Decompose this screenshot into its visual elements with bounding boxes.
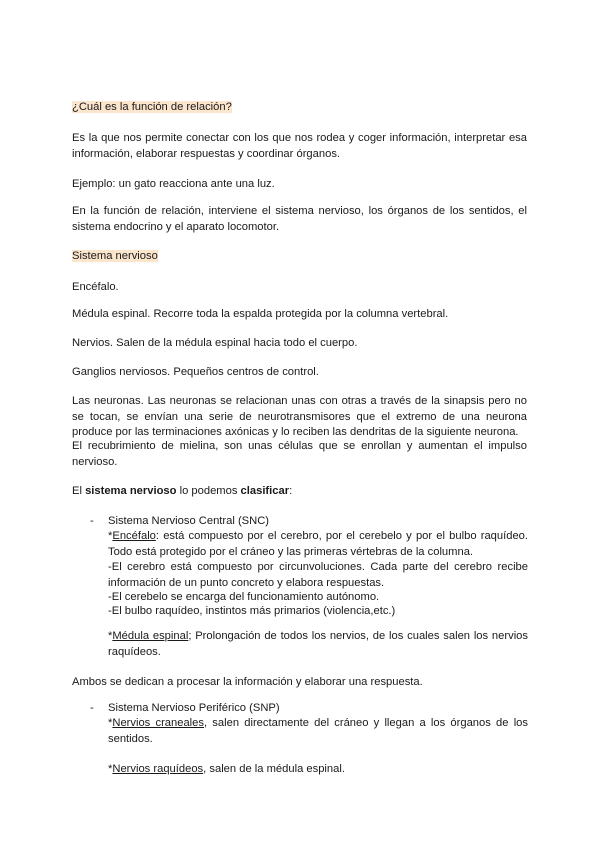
ambos-paragraph: Ambos se dedican a procesar la información y elaborar una respuesta. <box>72 676 423 688</box>
nervios-item: Nervios. Salen de la médula espinal hacia todo el cuerpo. <box>72 337 358 349</box>
snc-title: Sistema Nervioso Central (SNC) <box>108 515 270 527</box>
snc-cerebelo: -El cerebelo se encarga del funcionamiento autónomo. <box>108 591 380 603</box>
snc-cerebro: -El cerebro está compuesto por circunvoluciones. Cada parte del cerebro recibe información de un punto concreto y elabora respuestas. <box>108 561 528 589</box>
medula-item: Médula espinal. Recorre toda la espalda protegida por la columna vertebral. <box>72 308 449 320</box>
heading-funcion-relacion: ¿Cuál es la función de relación? <box>72 101 232 113</box>
snp-craneales: *Nervios craneales, salen directamente del cráneo y llegan a los órganos de los sentidos. <box>108 717 528 745</box>
bullet-dash-snc: - <box>90 515 94 527</box>
neuronas-paragraph: Las neuronas. Las neuronas se relacionan unas con otras a través de la sinapsis pero no se tocan, se envían una serie de neurotransmisores que el extremo de una neurona produce por las terminaciones axónicas y lo reciben las dendritas de la siguiente neurona. <box>72 395 527 439</box>
ganglios-item: Ganglios nerviosos. Pequeños centros de control. <box>72 366 319 378</box>
snc-bulbo: -El bulbo raquídeo, instintos más primarios (violencia,etc.) <box>108 605 396 617</box>
heading-sistema-nervioso: Sistema nervioso <box>72 250 158 262</box>
intro-paragraph: Es la que nos permite conectar con los que nos rodea y coger información, interpretar esa información, elaborar respuestas y coordinar órganos. <box>72 132 527 160</box>
clasificar-paragraph: El sistema nervioso lo podemos clasificar: <box>72 485 293 497</box>
snp-title: Sistema Nervioso Periférico (SNP) <box>108 702 280 714</box>
example-paragraph: Ejemplo: un gato reacciona ante una luz. <box>72 178 275 190</box>
snc-encefalo: *Encéfalo: está compuesto por el cerebro, por el cerebelo y por el bulbo raquídeo. Todo está protegido por el cráneo y las primeras vértebras de la columna. <box>108 530 528 558</box>
snc-medula: *Médula espinal; Prolongación de todos los nervios, de los cuales salen los nervios raquídeos. <box>108 630 528 658</box>
encefalo-item: Encéfalo. <box>72 281 119 293</box>
snp-raquideos: *Nervios raquídeos, salen de la médula espinal. <box>108 763 345 775</box>
relation-paragraph: En la función de relación, interviene el sistema nervioso, los órganos de los sentidos, el sistema endocrino y el aparato locomotor. <box>72 205 527 233</box>
mielina-paragraph: El recubrimiento de mielina, son unas células que se enrollan y aumentan el impulso nervioso. <box>72 440 527 468</box>
bullet-dash-snp: - <box>90 702 94 714</box>
